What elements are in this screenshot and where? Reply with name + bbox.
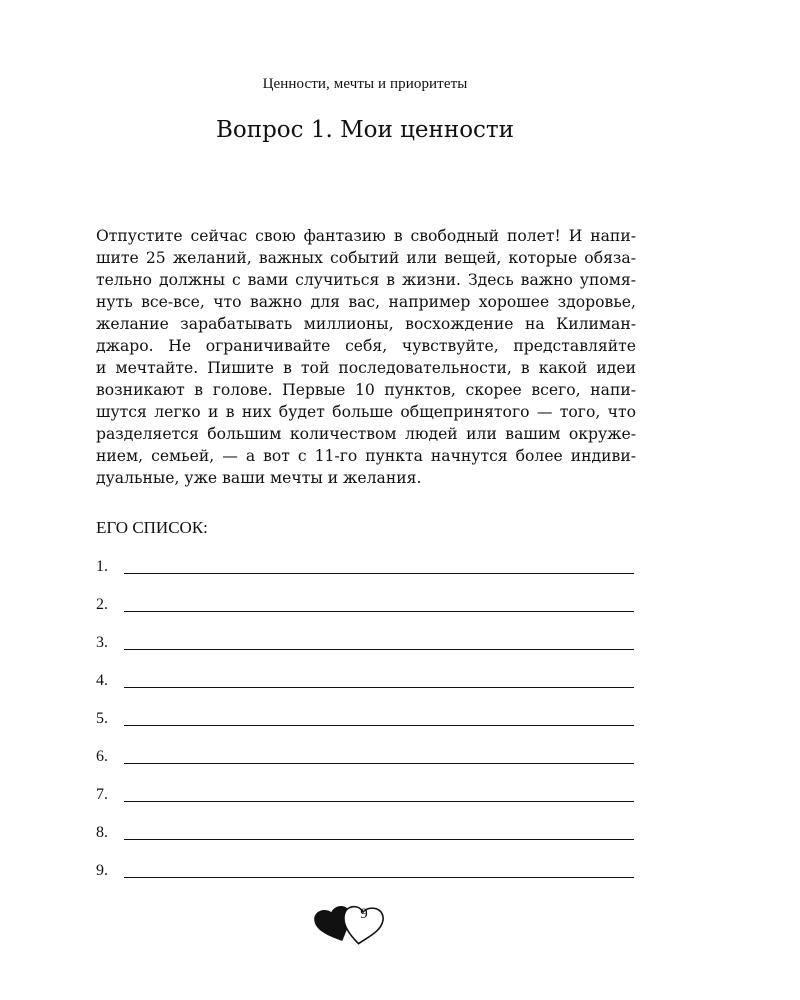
paragraph-line: нуть все-все, что важно для вас, например хорошее здоровье, (96, 293, 636, 311)
write-in-line (124, 877, 634, 878)
list-item (96, 672, 636, 696)
list-item-number: 5. (96, 710, 108, 727)
paragraph-line: джаро. Не ограничивайте себя, чувствуйте, представляйте (96, 337, 636, 355)
write-in-line (124, 763, 634, 764)
list-item (96, 634, 636, 658)
list-item-number: 7. (96, 786, 108, 803)
running-header: Ценности, мечты и приоритеты (262, 76, 468, 92)
body-paragraph (96, 225, 636, 489)
list-item (96, 748, 636, 772)
list-item-number: 3. (96, 634, 108, 651)
write-in-line (124, 687, 634, 688)
paragraph-line: нием, семьей, — а вот с 11-го пункта начнутся более индиви- (96, 447, 636, 465)
list-item-number: 4. (96, 672, 108, 689)
paragraph-line: возникают в голове. Первые 10 пунктов, скорее всего, напи- (96, 381, 636, 399)
paragraph-line: шутся легко и в них будет больше общепринятого — того, что (96, 403, 636, 421)
write-in-line (124, 801, 634, 802)
write-in-line (124, 839, 634, 840)
list-item (96, 558, 636, 582)
paragraph-line: тельно должны с вами случиться в жизни. Здесь важно упомя- (96, 271, 636, 289)
list-item-number: 9. (96, 862, 108, 879)
list-item (96, 862, 636, 886)
paragraph-line: желание зарабатывать миллионы, восхождение на Килиман- (96, 315, 636, 333)
list-item (96, 596, 636, 620)
paragraph-line: шите 25 желаний, важных событий или вещей, которые обяза- (96, 249, 636, 267)
list-item-number: 6. (96, 748, 108, 765)
list-item (96, 786, 636, 810)
paragraph-line: разделяется большим количеством людей или вашим окруже- (96, 425, 636, 443)
paragraph-line: и мечтайте. Пишите в той последовательности, в какой идеи (96, 359, 636, 377)
list-heading: ЕГО СПИСОК: (96, 518, 208, 537)
paragraph-line: дуальные, уже ваши мечты и желания. (96, 469, 422, 487)
list-item-number: 8. (96, 824, 108, 841)
list-item-number: 1. (96, 558, 108, 575)
write-in-line (124, 649, 634, 650)
list-item-number: 2. (96, 596, 108, 613)
write-in-line (124, 611, 634, 612)
write-in-line (124, 725, 634, 726)
paragraph-line: Отпустите сейчас свою фантазию в свободный полет! И напи- (96, 227, 636, 245)
write-in-line (124, 573, 634, 574)
chapter-title: Вопрос 1. Мои ценности (216, 117, 514, 143)
list-item (96, 710, 636, 734)
page-number: 9 (360, 906, 368, 922)
list-item (96, 824, 636, 848)
